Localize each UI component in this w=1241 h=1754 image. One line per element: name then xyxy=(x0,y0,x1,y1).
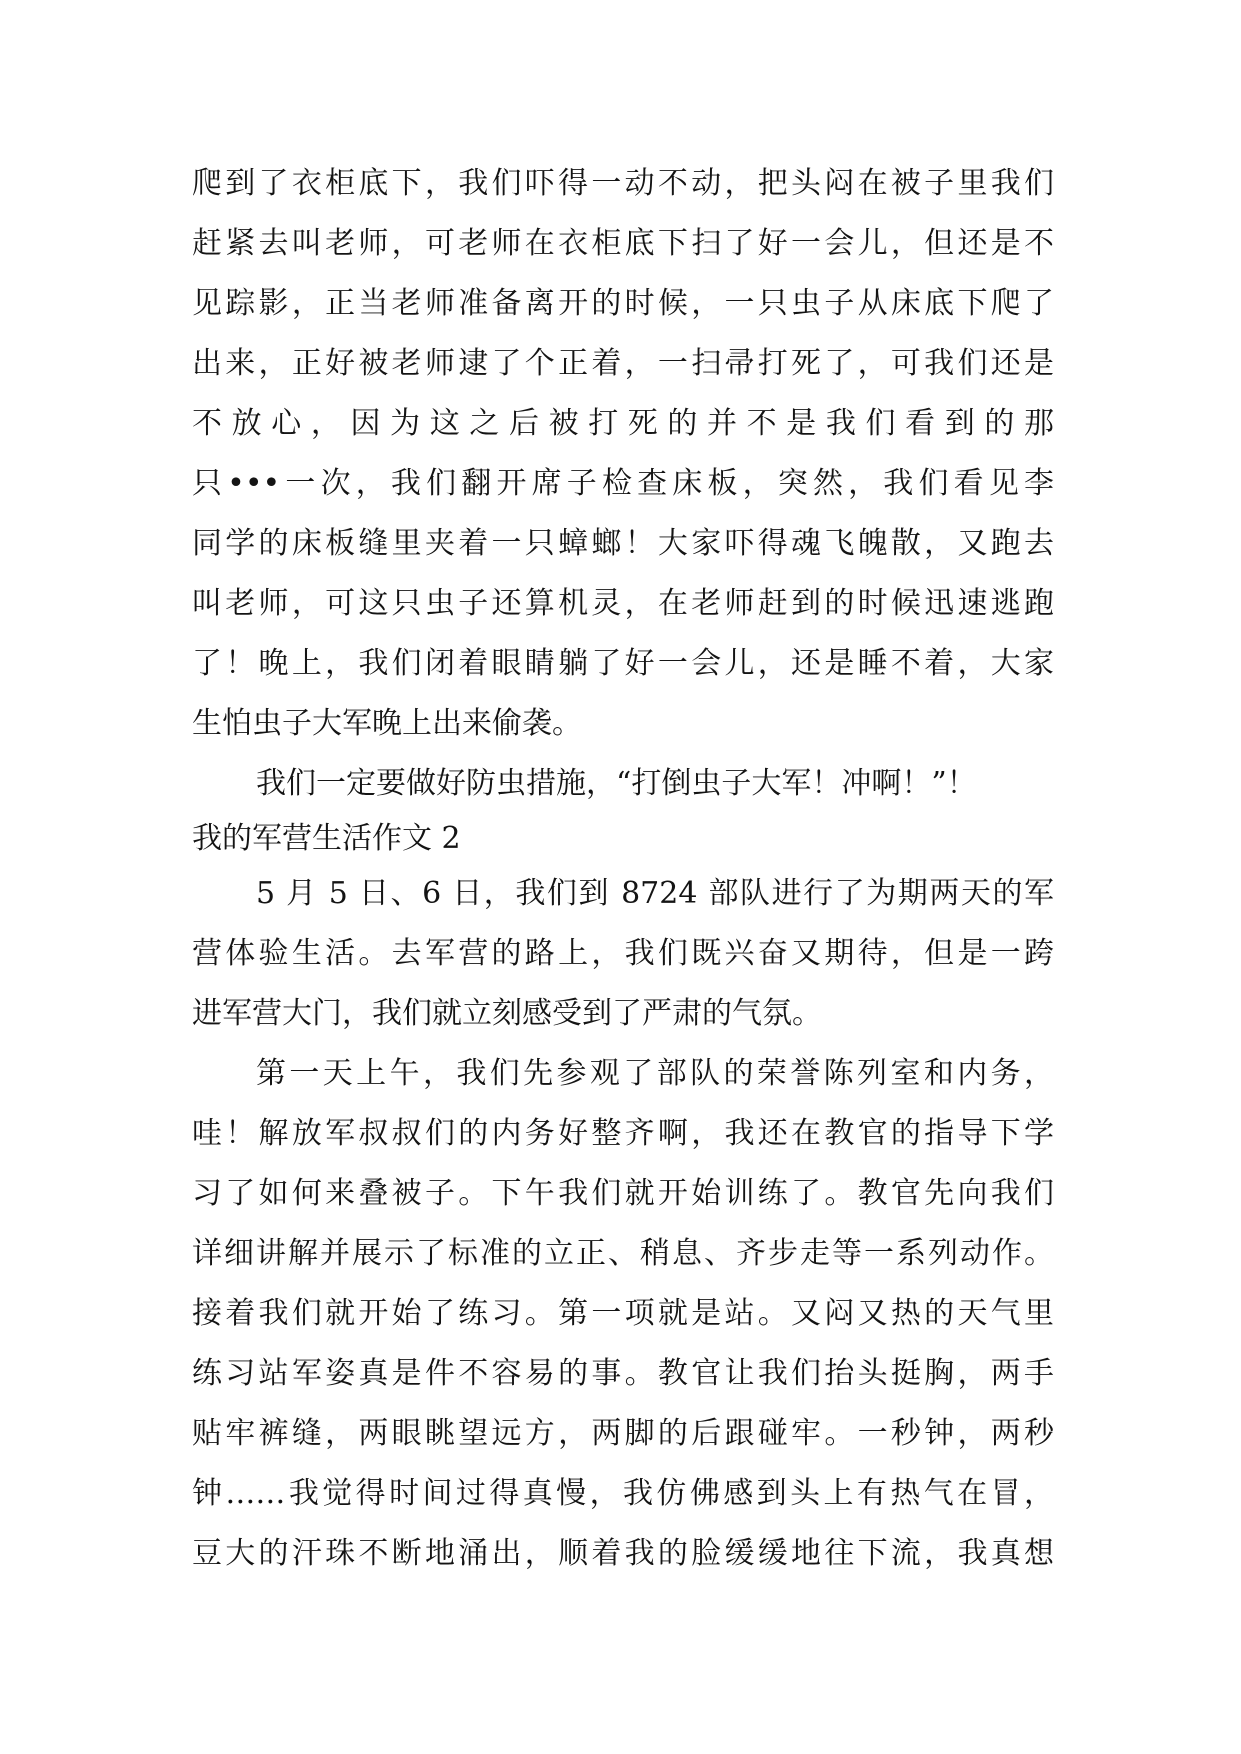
text-line: 只•••一次，我们翻开席子检查床板，突然，我们看见李 xyxy=(192,466,1054,501)
text-line: 爬到了衣柜底下，我们吓得一动不动，把头闷在被子里我们 xyxy=(192,166,1054,201)
text-line: 豆大的汗珠不断地涌出，顺着我的脸缓缓地往下流，我真想 xyxy=(192,1536,1054,1571)
text-line: 了！晚上，我们闭着眼睛躺了好一会儿，还是睡不着，大家 xyxy=(192,646,1054,681)
text-line: 5 月 5 日、6 日，我们到 8724 部队进行了为期两天的军 xyxy=(256,876,1054,911)
text-line: 同学的床板缝里夹着一只蟑螂！大家吓得魂飞魄散，又跑去 xyxy=(192,526,1054,561)
text-line: 练习站军姿真是件不容易的事。教官让我们抬头挺胸，两手 xyxy=(192,1356,1054,1391)
text-line: 赶紧去叫老师，可老师在衣柜底下扫了好一会儿，但还是不 xyxy=(192,226,1054,261)
text-line: 详细讲解并展示了标准的立正、稍息、齐步走等一系列动作。 xyxy=(192,1236,1054,1271)
paragraph xyxy=(192,1044,1054,1584)
text-line: 贴牢裤缝，两眼眺望远方，两脚的后跟碰牢。一秒钟，两秒 xyxy=(192,1416,1054,1451)
document-body xyxy=(192,154,1054,1584)
text-line: 出来，正好被老师逮了个正着，一扫帚打死了，可我们还是 xyxy=(192,346,1054,381)
continued-paragraph xyxy=(192,154,1054,754)
text-line: 接着我们就开始了练习。第一项就是站。又闷又热的天气里 xyxy=(192,1296,1054,1331)
text-line: 不放心，因为这之后被打死的并不是我们看到的那 xyxy=(192,406,1054,441)
closing-line: 我们一定要做好防虫措施，“打倒虫子大军！冲啊！”！ xyxy=(256,766,977,801)
text-line: 哇！解放军叔叔们的内务好整齐啊，我还在教官的指导下学 xyxy=(192,1116,1054,1151)
text-line: 进军营大门，我们就立刻感受到了严肃的气氛。 xyxy=(192,996,822,1031)
text-line: 钟……我觉得时间过得真慢，我仿佛感到头上有热气在冒， xyxy=(192,1476,1054,1511)
section-heading: 我的军营生活作文 2 xyxy=(192,821,461,856)
paragraph xyxy=(192,864,1054,1044)
text-line: 第一天上午，我们先参观了部队的荣誉陈列室和内务， xyxy=(256,1056,1054,1091)
text-line: 习了如何来叠被子。下午我们就开始训练了。教官先向我们 xyxy=(192,1176,1054,1211)
text-line: 叫老师，可这只虫子还算机灵，在老师赶到的时候迅速逃跑 xyxy=(192,586,1054,621)
text-line: 生怕虫子大军晚上出来偷袭。 xyxy=(192,706,582,741)
text-line: 营体验生活。去军营的路上，我们既兴奋又期待，但是一跨 xyxy=(192,936,1054,971)
text-line: 见踪影，正当老师准备离开的时候，一只虫子从床底下爬了 xyxy=(192,286,1054,321)
